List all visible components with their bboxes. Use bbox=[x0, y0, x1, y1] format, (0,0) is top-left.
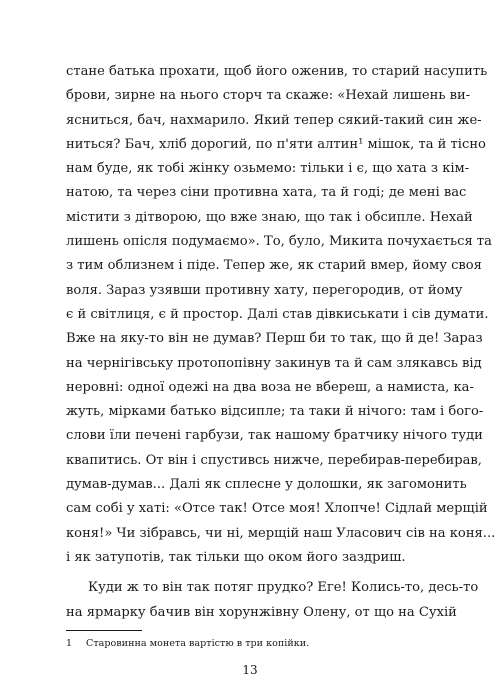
text-line: Куди ж то він так потяг прудко? Еге! Колись-то, десь-то bbox=[88, 580, 479, 596]
body-text bbox=[66, 60, 496, 625]
text-line: неровні: одної одежі на два воза не вбереш, а намиста, ка- bbox=[66, 379, 474, 395]
text-line: є й світлиця, є й простор. Далі став дівкиськати і сів думати. bbox=[66, 306, 489, 322]
text-line: і як затупотів, так тільки що оком його заздриш. bbox=[66, 549, 406, 565]
text-line: сам собі у хаті: «Отсе так! Отсе моя! Хлопче! Сідлай мерщій bbox=[66, 501, 488, 517]
text-line: брови, зирне на нього сторч та скаже: «Нехай лишень ви- bbox=[66, 88, 471, 104]
paragraph-1 bbox=[66, 60, 496, 570]
text-line: квапитись. От він і спустивсь нижче, перебирав-перебирав, bbox=[66, 452, 482, 468]
text-line: стане батька прохати, щоб його оженив, то старий насупить bbox=[66, 64, 488, 79]
footnote-text: Старовинна монета вартістю в три копійки. bbox=[86, 638, 310, 649]
text-line: ниться? Бач, хліб дорогий, по п'яти алтин¹ мішок, та й тісно bbox=[66, 136, 486, 152]
text-line: містити з дітворою, що вже знаю, що так і обсипле. Нехай bbox=[66, 209, 473, 225]
text-line: ясниться, бач, нахмарило. Який тепер сякий-такий син же- bbox=[66, 112, 482, 128]
text-line: натою, та через сіни противна хата, та й годі; де мені вас bbox=[66, 185, 467, 201]
text-line: на чернігівську протопопівну закинув та й сам злякавсь від bbox=[66, 355, 482, 371]
text-line: нам буде, як тобі жінку озьмемо: тільки і є, що хата з кім- bbox=[66, 161, 470, 177]
text-line: на ярмарку бачив він хорунжівну Олену, от що на Сухій bbox=[66, 604, 457, 620]
text-line: жуть, мірками батько відсипле; та таки й нічого: там і бого- bbox=[66, 404, 484, 420]
page-number: 13 bbox=[242, 663, 258, 677]
text-line: з тим облизнем і піде. Тепер же, як старий вмер, йому своя bbox=[66, 258, 482, 274]
footnote-number: 1 bbox=[66, 638, 73, 649]
paragraph-2 bbox=[66, 576, 479, 625]
text-line: думав-думав... Далі як сплесне у долошки, як загомонить bbox=[66, 477, 467, 493]
footnote-divider bbox=[66, 630, 142, 631]
text-line: Вже на яку-то він не думав? Перш би то так, що й де! Зараз bbox=[66, 331, 483, 347]
text-line: слови їли печені гарбузи, так нашому братчику нічого туди bbox=[66, 428, 483, 444]
footnote bbox=[66, 637, 438, 650]
text-line: коня!» Чи зібравсь, чи ні, мерщій наш Уласович сів на коня... bbox=[66, 525, 496, 541]
text-line: лишень опісля подумаємо». То, було, Микита почухається та bbox=[66, 234, 492, 250]
text-line: воля. Зараз узявши противну хату, перегородив, от йому bbox=[66, 282, 463, 298]
